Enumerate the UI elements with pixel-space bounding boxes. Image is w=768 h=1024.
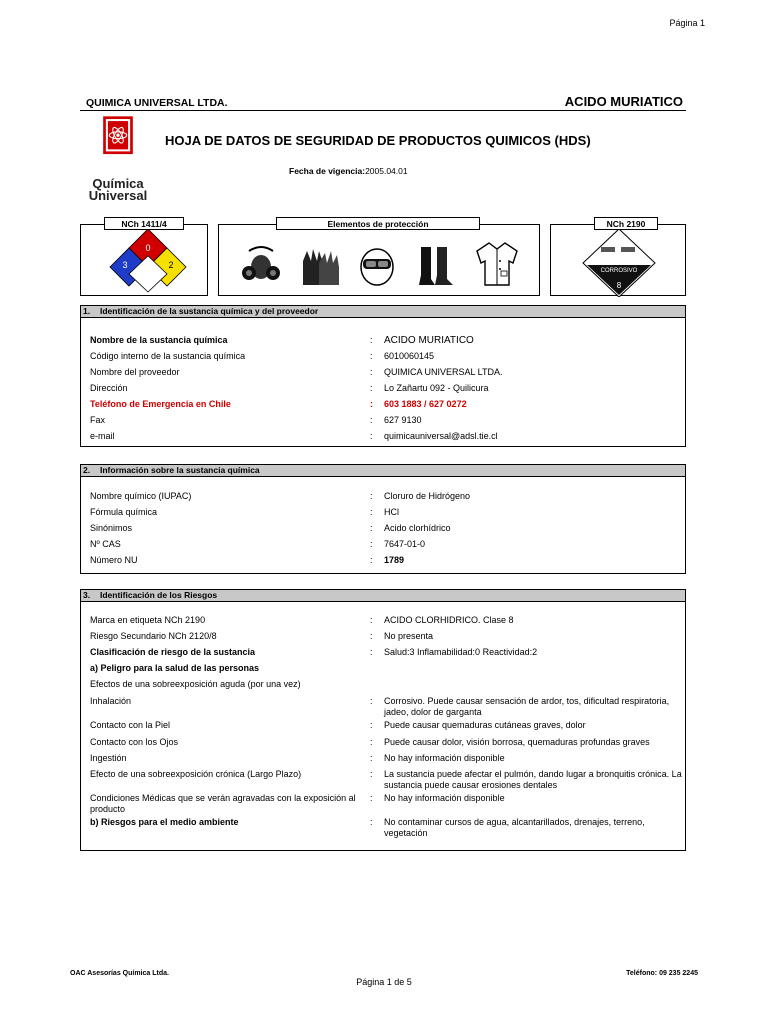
footer-company: OAC Asesorías Química Ltda. (70, 970, 169, 977)
protection-label: Elementos de protección (276, 217, 480, 230)
corrosive-class: 8 (616, 281, 622, 290)
nfpa-health: 3 (122, 260, 128, 270)
colon: : (370, 769, 373, 779)
document-title: HOJA DE DATOS DE SEGURIDAD DE PRODUCTOS QUIMICOS (HDS) (165, 133, 591, 148)
section-1-header (81, 306, 685, 318)
sec2-value: HCl (384, 507, 399, 517)
sec1-value: Lo Zañartu 092 - Quilicura (384, 383, 489, 393)
protection-box (218, 224, 540, 296)
product-name: ACIDO MURIATICO (564, 94, 683, 109)
sec1-value: 627 9130 (384, 415, 422, 425)
section-1-number: 1. (83, 306, 91, 316)
colon: : (370, 335, 373, 345)
corrosive-text: CORROSIVO (600, 268, 638, 274)
vigencia-line (289, 166, 408, 176)
colon: : (370, 415, 373, 425)
goggles-icon (357, 243, 397, 287)
nfpa-diamond (81, 225, 209, 297)
sec2-value: 1789 (384, 555, 405, 565)
footer-page-number: Página 1 de 5 (356, 977, 412, 987)
sec3-value: ACIDO CLORHIDRICO. Clase 8 (384, 615, 514, 625)
logo-brand-text (86, 178, 150, 202)
section-1-title: Identificación de la sustancia química y del proveedor (100, 306, 319, 316)
sec3-label: Efectos de una sobreexposición aguda (por una vez) (90, 679, 301, 689)
nfpa-reactivity: 2 (168, 260, 174, 270)
page-top-number: Página 1 (669, 18, 705, 28)
section-3-number: 3. (83, 590, 91, 600)
colon: : (370, 737, 373, 747)
logo-brand-line1: Química (92, 176, 144, 191)
sec3-value: Puede causar dolor, visión borrosa, quemaduras profundas graves (384, 737, 650, 747)
sec1-value: quimicauniversal@adsl.tie.cl (384, 431, 498, 441)
sec2-label: Nombre químico (IUPAC) (90, 491, 192, 501)
sec2-label: Nº CAS (90, 539, 121, 549)
vigencia-value: 2005.04.01 (365, 166, 408, 176)
footer-phone: Teléfono: 09 235 2245 (626, 970, 698, 977)
colon: : (370, 507, 373, 517)
section-2-title: Información sobre la sustancia química (100, 465, 260, 475)
section-2 (80, 464, 686, 574)
gloves-icon (299, 245, 343, 287)
sec3-value: Puede causar quemaduras cutáneas graves, dolor (384, 720, 586, 730)
colon: : (370, 555, 373, 565)
sec3-label: Contacto con la Piel (90, 720, 171, 730)
respirator-icon (241, 243, 281, 287)
sec3-value: La sustancia puede afectar el pulmón, dando lugar a bronquitis crónica. La sustancia puede causar erosiones dentales (384, 769, 682, 790)
section-3-header (81, 590, 685, 602)
colon: : (370, 431, 373, 441)
sec3-label: Inhalación (90, 696, 132, 706)
sec3-label: Marca en etiqueta NCh 2190 (90, 615, 206, 625)
nch-left-label: NCh 1411/4 (104, 217, 184, 230)
sec1-label: Teléfono de Emergencia en Chile (90, 399, 231, 409)
colon: : (370, 539, 373, 549)
sec2-label: Fórmula química (90, 507, 158, 517)
sec3-label: Ingestión (90, 753, 127, 763)
colon: : (370, 647, 373, 657)
nfpa-flammability: 0 (145, 243, 151, 253)
sec1-label: Fax (90, 415, 106, 425)
colon: : (370, 351, 373, 361)
sec3-value: No contaminar cursos de agua, alcantarillados, drenajes, terreno, vegetación (384, 817, 645, 838)
nch2190-box (550, 224, 686, 296)
sec3-value: Salud:3 Inflamabilidad:0 Reactividad:2 (384, 647, 538, 657)
colon: : (370, 793, 373, 803)
quimica-universal-logo (86, 115, 150, 177)
colon: : (370, 753, 373, 763)
sec2-value: Cloruro de Hidrógeno (384, 491, 471, 501)
sec3-value: No hay información disponible (384, 753, 505, 763)
sec3-label: Condiciones Médicas que se verán agravadas con la exposición al producto (90, 793, 356, 814)
colon: : (370, 399, 373, 409)
sec1-label: Nombre de la sustancia química (90, 335, 228, 345)
sec3-value: Corrosivo. Puede causar sensación de ardor, tos, dificultad respiratoria, jadeo, dolor de garganta (384, 696, 670, 717)
colon: : (370, 817, 373, 827)
section-2-header (81, 465, 685, 477)
vigencia-label: Fecha de vigencia: (289, 166, 366, 176)
sec3-label: a) Peligro para la salud de las personas (90, 663, 260, 673)
sec3-value: No hay información disponible (384, 793, 505, 803)
header-rule (80, 110, 686, 111)
sec2-value: 7647-01-0 (384, 539, 426, 549)
nch-right-label: NCh 2190 (594, 217, 658, 230)
company-name: QUIMICA UNIVERSAL LTDA. (86, 97, 228, 109)
sec3-label: Riesgo Secundario NCh 2120/8 (90, 631, 217, 641)
sec3-value: No presenta (384, 631, 434, 641)
sec1-label: Nombre del proveedor (90, 367, 180, 377)
sec1-label: Dirección (90, 383, 128, 393)
colon: : (370, 383, 373, 393)
section-3-title: Identificación de los Riesgos (100, 590, 218, 600)
sec1-value: ACIDO MURIATICO (384, 335, 474, 346)
section-3 (80, 589, 686, 851)
colon: : (370, 720, 373, 730)
sec1-label: Código interno de la sustancia química (90, 351, 246, 361)
nfpa-box (80, 224, 208, 296)
section-1 (80, 305, 686, 447)
corrosive-label-icon (551, 225, 687, 297)
sec2-label: Sinónimos (90, 523, 133, 533)
sec1-label: e-mail (90, 431, 115, 441)
colon: : (370, 523, 373, 533)
sec3-label: Clasificación de riesgo de la sustancia (90, 647, 256, 657)
sec1-value: 6010060145 (384, 351, 435, 361)
sec2-label: Número NU (90, 555, 138, 565)
sec3-label: Contacto con los Ojos (90, 737, 179, 747)
colon: : (370, 491, 373, 501)
lab-coat-icon (475, 241, 519, 287)
sec3-label: b) Riesgos para el medio ambiente (90, 817, 239, 827)
colon: : (370, 631, 373, 641)
colon: : (370, 615, 373, 625)
sec3-label: Efecto de una sobreexposición crónica (Largo Plazo) (90, 769, 302, 779)
colon: : (370, 367, 373, 377)
sec2-value: Acido clorhídrico (384, 523, 451, 533)
logo-brand-line2: Universal (88, 188, 148, 203)
colon: : (370, 696, 373, 706)
sec1-value: 603 1883 / 627 0272 (384, 399, 467, 409)
boots-icon (417, 245, 455, 287)
section-2-number: 2. (83, 465, 91, 475)
sec1-value: QUIMICA UNIVERSAL LTDA. (384, 367, 503, 377)
